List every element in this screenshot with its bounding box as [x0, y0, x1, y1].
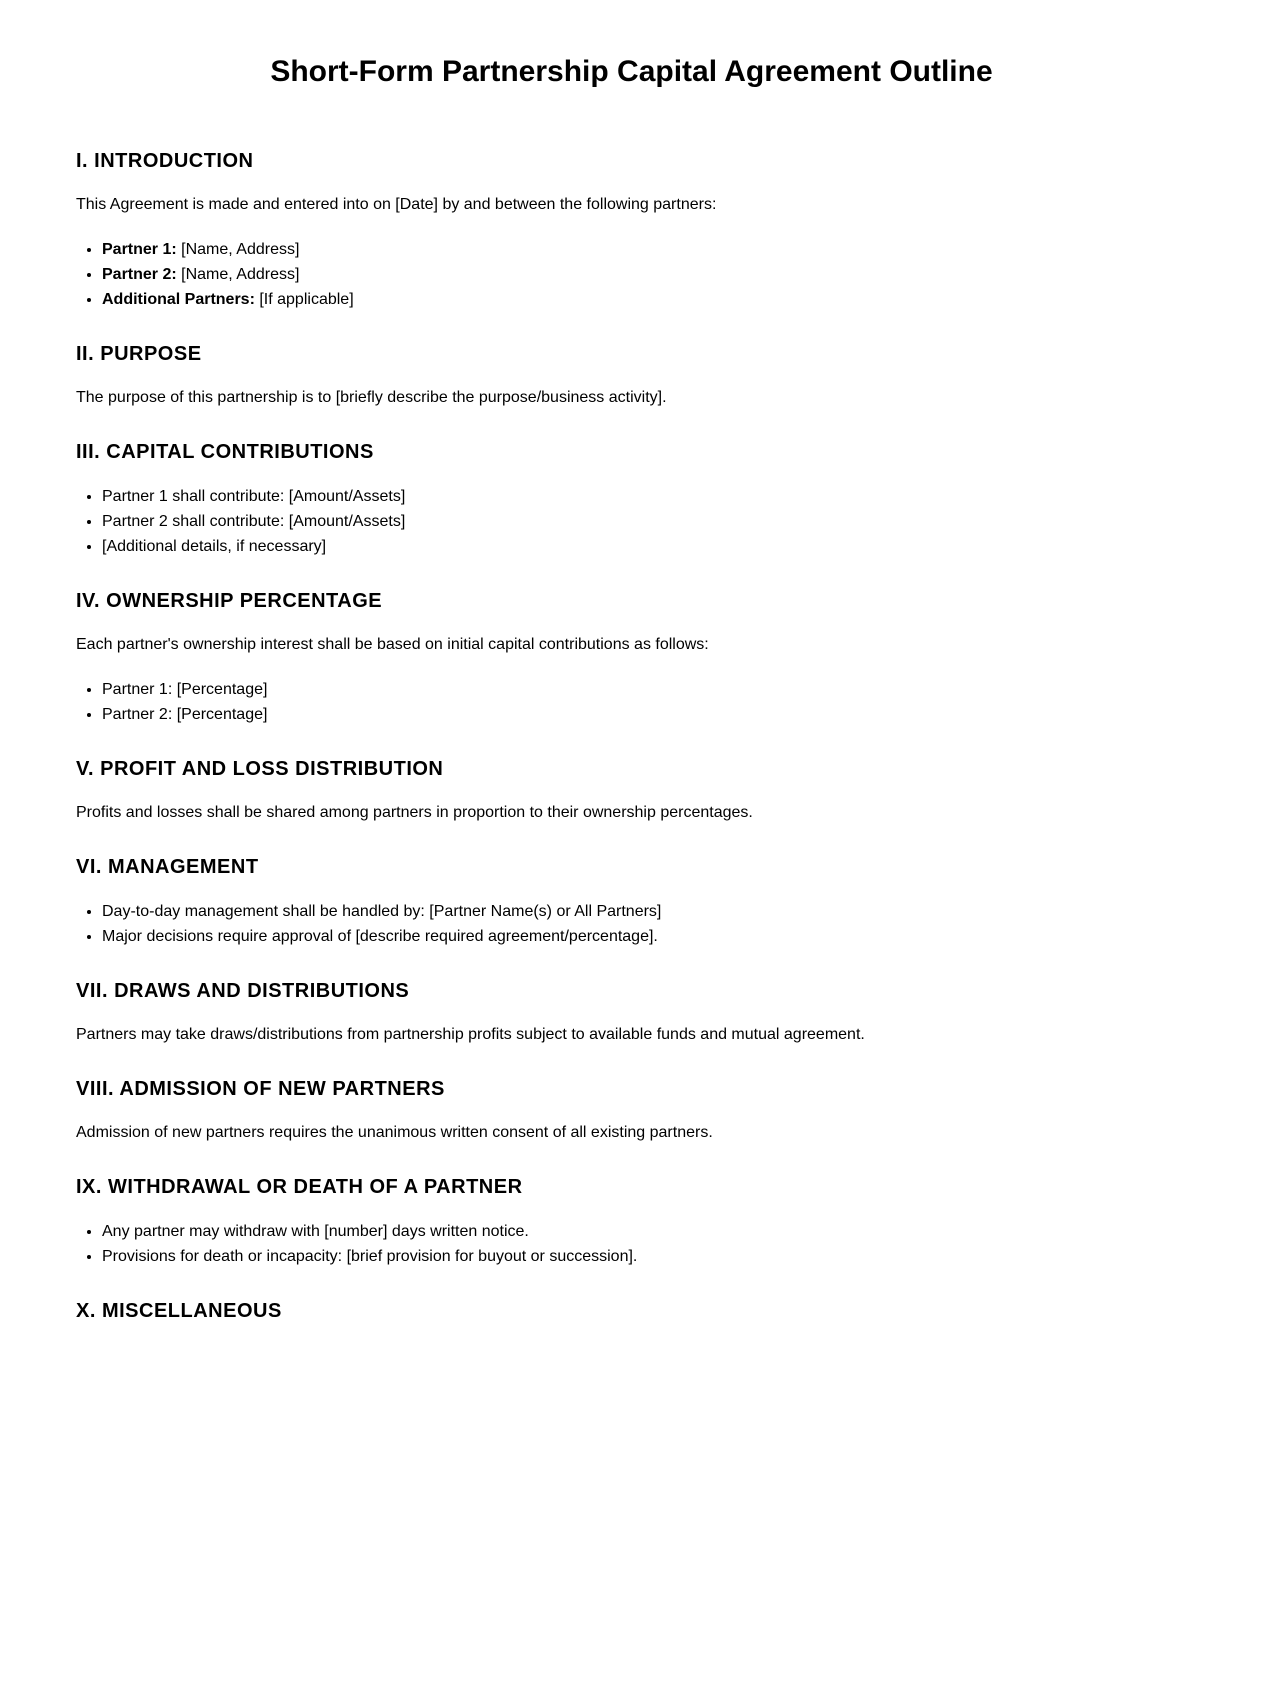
section-bullet-list [76, 1219, 1187, 1269]
bullet-item [102, 484, 1187, 509]
bullet-item [102, 287, 1187, 312]
bullet-text: [Additional details, if necessary] [102, 538, 327, 555]
section-heading: X. MISCELLANEOUS [76, 1300, 282, 1322]
bullet-label: Additional Partners: [102, 291, 255, 308]
bullet-text: Any partner may withdraw with [number] days written notice. [102, 1223, 529, 1240]
bullet-item [102, 509, 1187, 534]
section-bullet-list [76, 484, 1187, 559]
bullet-text: Partner 1 shall contribute: [Amount/Assets] [102, 488, 406, 505]
bullet-text: [If applicable] [254, 291, 354, 308]
section-heading: IX. WITHDRAWAL OR DEATH OF A PARTNER [76, 1176, 523, 1198]
bullet-item [102, 924, 1187, 949]
bullet-label: Partner 1: [102, 241, 177, 258]
bullet-text: [Name, Address] [176, 266, 300, 283]
bullet-text: [Name, Address] [176, 241, 300, 258]
section-paragraph: Each partner's ownership interest shall be based on initial capital contributions as follows: [76, 636, 709, 653]
bullet-text: Major decisions require approval of [describe required agreement/percentage]. [102, 928, 658, 945]
section-heading: I. INTRODUCTION [76, 150, 254, 172]
bullet-item [102, 534, 1187, 559]
bullet-item [102, 1219, 1187, 1244]
section-heading: VI. MANAGEMENT [76, 856, 259, 878]
bullet-text: Day-to-day management shall be handled by: [Partner Name(s) or All Partners] [102, 903, 662, 920]
bullet-item [102, 262, 1187, 287]
section-heading: IV. OWNERSHIP PERCENTAGE [76, 590, 383, 612]
bullet-item [102, 702, 1187, 727]
section-paragraph: Profits and losses shall be shared among partners in proportion to their ownership percentages. [76, 804, 753, 821]
bullet-label: Partner 2: [102, 266, 177, 283]
section-bullet-list [76, 899, 1187, 949]
section-paragraph: Partners may take draws/distributions from partnership profits subject to available funds and mutual agreement. [76, 1026, 865, 1043]
bullet-item [102, 237, 1187, 262]
document-title: Short-Form Partnership Capital Agreement Outline [270, 55, 993, 88]
section-heading: VII. DRAWS AND DISTRIBUTIONS [76, 980, 410, 1002]
bullet-text: Partner 2 shall contribute: [Amount/Assets] [102, 513, 406, 530]
section-bullet-list [76, 237, 1187, 312]
section-paragraph: The purpose of this partnership is to [briefly describe the purpose/business activity]. [76, 389, 667, 406]
section-heading: VIII. ADMISSION OF NEW PARTNERS [76, 1078, 445, 1100]
bullet-text: Provisions for death or incapacity: [brief provision for buyout or succession]. [102, 1248, 638, 1265]
bullet-item [102, 1244, 1187, 1269]
section-heading: III. CAPITAL CONTRIBUTIONS [76, 441, 374, 463]
bullet-text: Partner 2: [Percentage] [102, 706, 268, 723]
section-paragraph: This Agreement is made and entered into on [Date] by and between the following partners: [76, 196, 717, 213]
section-heading: V. PROFIT AND LOSS DISTRIBUTION [76, 758, 444, 780]
bullet-text: Partner 1: [Percentage] [102, 681, 268, 698]
section-bullet-list [76, 677, 1187, 727]
section-paragraph: Admission of new partners requires the unanimous written consent of all existing partners. [76, 1124, 713, 1141]
section-heading: II. PURPOSE [76, 343, 202, 365]
document-body [76, 150, 1187, 1323]
bullet-item [102, 899, 1187, 924]
bullet-item [102, 677, 1187, 702]
